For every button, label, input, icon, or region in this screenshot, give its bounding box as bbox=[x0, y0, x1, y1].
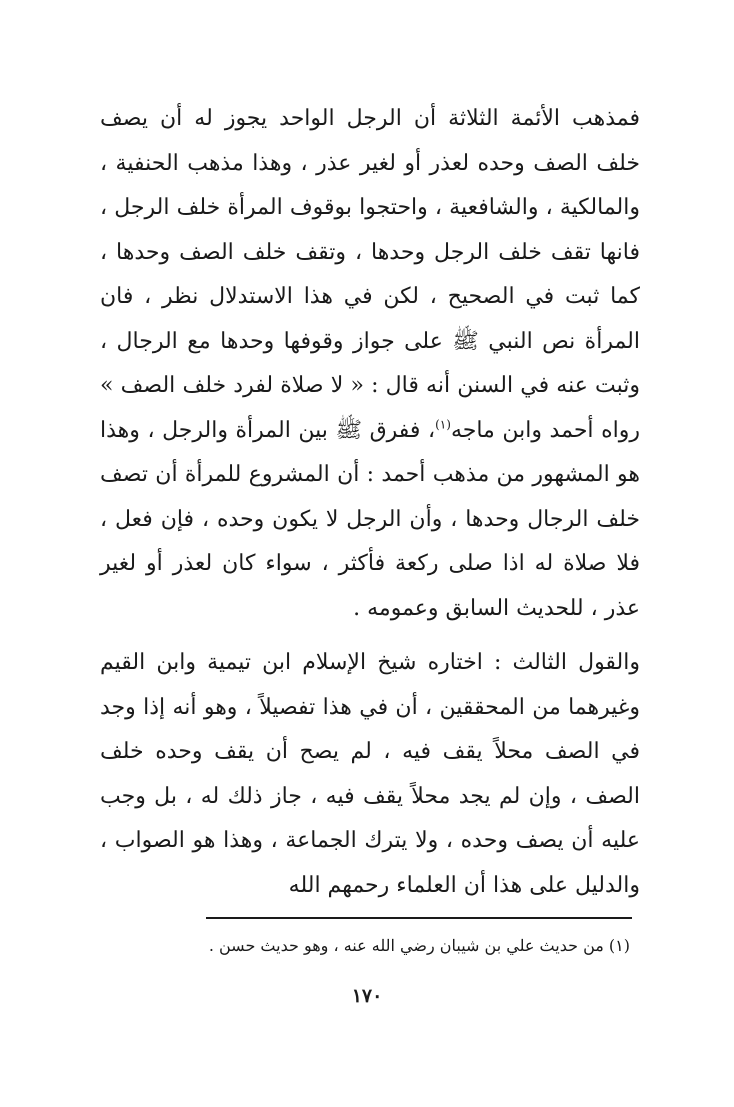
paragraph-1 bbox=[100, 97, 640, 631]
footnote-separator bbox=[206, 917, 632, 919]
paragraph-1-text-after-ref: ، ففرق ﷺ بين المرأة والرجل ، وهذا هو المشهور من مذهب أحمد : أن المشروع للمرأة أن تصف خلف الرجال وحدها ، وأن الرجل لا يكون وحده ، فإن فعل ، فلا صلاة له اذا صلى ركعة فأكثر ، سواء كان لعذر أو لغير عذر ، للحديث السابق وعمومه . bbox=[100, 417, 640, 621]
paragraph-2: والقول الثالث : اختاره شيخ الإسلام ابن تيمية وابن القيم وغيرهما من المحققين ، أن في هذا تفصيلاً ، وهو أنه إذا وجد في الصف محلاً يقف فيه ، لم يصح أن يقف وحده خلف الصف ، وإن لم يجد محلاً يقف فيه ، جاز ذلك له ، بل وجب عليه أن يصف وحده ، ولا يترك الجماعة ، وهذا هو الصواب ، والدليل على هذا أن العلماء رحمهم الله bbox=[100, 650, 640, 898]
paragraph-1-text-before-ref: فمذهب الأئمة الثلاثة أن الرجل الواحد يجوز له أن يصف خلف الصف وحده لعذر أو لغير عذر ، وهذا مذهب الحنفية ، والمالكية ، والشافعية ، واحتجوا بوقوف المرأة خلف الرجل ، فانها تقف خلف الرجل وحدها ، وتقف خلف الصف وحدها ، كما ثبت في الصحيح ، لكن في هذا الاستدلال نظر ، فان المرأة نص النبي ﷺ على جواز وقوفها وحدها مع الرجال ، وثبت عنه في السنن أنه قال : « لا صلاة لفرد خلف الصف » رواه أحمد وابن ماجه bbox=[100, 106, 640, 443]
page-number: ١٧٠ bbox=[351, 985, 383, 1007]
body-text bbox=[100, 97, 640, 908]
footnote-reference-1: (١) bbox=[435, 417, 451, 432]
footnote-1: (١) من حديث علي بن شيبان رضي الله عنه ، وهو حديث حسن . bbox=[208, 936, 630, 955]
